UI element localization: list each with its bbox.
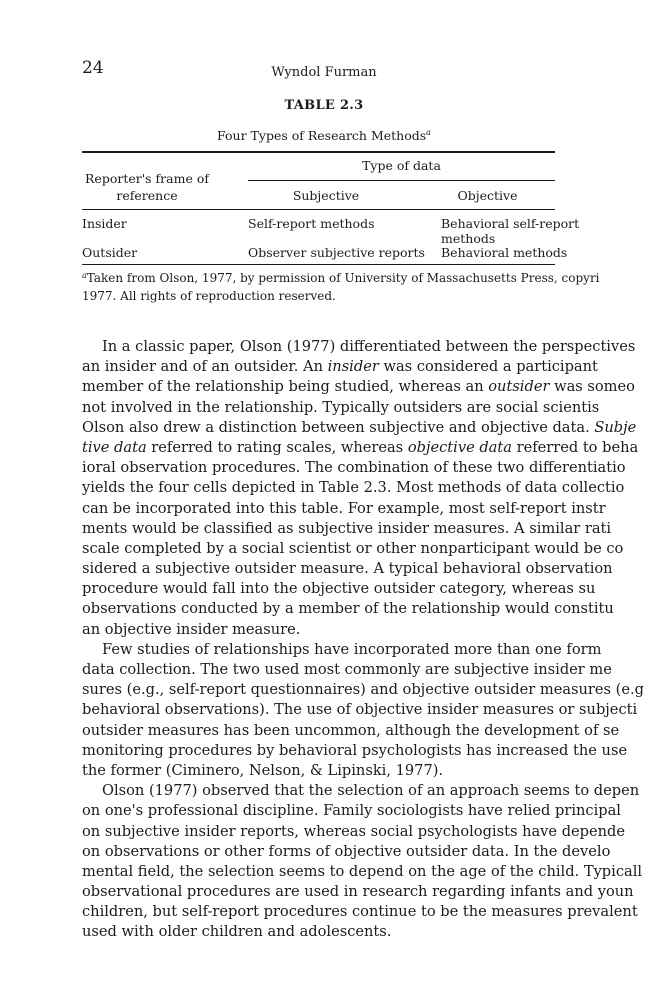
- text-segment: on subjective insider reports, whereas social psychologists have depende: [82, 822, 626, 840]
- text-segment: used with older children and adolescents.: [82, 923, 392, 941]
- table-footnote: [82, 267, 600, 305]
- body-line: [82, 499, 606, 519]
- body-line: [82, 640, 602, 660]
- column-header-subjective: Subjective: [292, 188, 360, 203]
- body-line: [82, 579, 596, 599]
- cell-outsider-objective: Behavioral methods: [441, 245, 568, 260]
- body-text: [82, 337, 644, 943]
- body-line: [82, 519, 612, 539]
- spanner-header: Type of data: [362, 158, 441, 173]
- text-segment: Olson (1977) observed that the selection of an approach seems to depen: [102, 782, 640, 800]
- body-line: [82, 922, 560, 942]
- stub-header-line2: reference: [116, 188, 178, 203]
- body-line: [82, 357, 598, 377]
- body-line: [82, 801, 621, 821]
- cell-insider-objective-line2: methods: [441, 231, 496, 246]
- table-title-text: Four Types of Research Methods: [217, 128, 427, 144]
- text-segment: not involved in the relationship. Typically outsiders are social scientis: [82, 398, 600, 416]
- body-line: [82, 539, 624, 559]
- table-title-note-marker: a: [426, 128, 431, 137]
- body-line: [82, 418, 637, 438]
- text-segment: behavioral observations). The use of objective insider measures or subjecti: [82, 701, 638, 719]
- body-line: [82, 398, 600, 418]
- body-line: [82, 700, 638, 720]
- table-bottom-rule: [82, 264, 555, 265]
- body-line: [82, 680, 644, 700]
- italic-term: tive data: [82, 438, 147, 456]
- text-segment: on one's professional discipline. Family sociologists have relied principal: [82, 802, 621, 820]
- text-segment: outsider measures has been uncommon, although the development of se: [82, 721, 620, 739]
- text-segment: children, but self-report procedures continue to be the measures prevalent: [82, 903, 638, 921]
- body-line: [82, 660, 612, 680]
- text-segment: was considered a participant: [378, 358, 598, 376]
- footnote-line1-text: Taken from Olson, 1977, by permission of University of Massachusetts Press, copyri: [86, 271, 600, 285]
- text-segment: Olson also drew a distinction between subjective and objective data.: [82, 418, 595, 436]
- body-line: [82, 902, 638, 922]
- body-line: [82, 862, 643, 882]
- italic-term: insider: [327, 358, 379, 376]
- table-header-rule: [82, 209, 555, 210]
- row-label-outsider: Outsider: [82, 245, 138, 260]
- body-line: [82, 458, 626, 478]
- text-segment: sidered a subjective outsider measure. A typical behavioral observation: [82, 560, 613, 578]
- stub-header-line1: Reporter's frame of: [85, 171, 209, 186]
- body-line: [82, 377, 635, 397]
- table-title: [0, 128, 648, 143]
- page-number: 24: [82, 58, 104, 78]
- cell-insider-objective: [441, 216, 579, 246]
- cell-insider-objective-line1: Behavioral self-report: [441, 216, 580, 231]
- text-segment: referred to rating scales, whereas: [146, 438, 408, 456]
- text-segment: ments would be classified as subjective insider measures. A similar rati: [82, 519, 612, 537]
- body-line: [82, 741, 628, 761]
- footnote-line2: 1977. All rights of reproduction reserved.: [82, 289, 336, 303]
- body-line: [82, 438, 639, 458]
- text-segment: Few studies of relationships have incorporated more than one form: [102, 640, 602, 658]
- text-segment: the former (Ciminero, Nelson, & Lipinski, 1977).: [82, 761, 444, 779]
- body-line: [82, 337, 636, 357]
- text-segment: yields the four cells depicted in Table 2.3. Most methods of data collectio: [82, 479, 625, 497]
- text-segment: on observations or other forms of objective outsider data. In the develo: [82, 842, 611, 860]
- italic-term: Subje: [594, 418, 637, 436]
- italic-term: objective data: [407, 438, 512, 456]
- body-line: [82, 842, 611, 862]
- body-line: [82, 478, 625, 498]
- body-line: [82, 822, 626, 842]
- body-line: [82, 761, 560, 781]
- text-segment: scale completed by a social scientist or other nonparticipant would be co: [82, 539, 624, 557]
- text-segment: can be incorporated into this table. For example, most self-report instr: [82, 499, 606, 517]
- text-segment: In a classic paper, Olson (1977) differentiated between the perspectives: [102, 338, 636, 355]
- footnote-line1: [82, 267, 600, 287]
- text-segment: observations conducted by a member of the relationship would constitu: [82, 600, 614, 618]
- spanner-rule: [248, 180, 555, 181]
- text-segment: monitoring procedures by behavioral psychologists has increased the use: [82, 741, 628, 759]
- text-segment: ioral observation procedures. The combination of these two differentiatio: [82, 459, 626, 477]
- cell-outsider-subjective: Observer subjective reports: [248, 245, 425, 260]
- body-line: [82, 620, 560, 640]
- text-segment: sures (e.g., self-report questionnaires) and objective outsider measures (e.g: [82, 681, 644, 699]
- text-segment: observational procedures are used in research regarding infants and youn: [82, 883, 634, 901]
- text-segment: was someo: [549, 378, 635, 396]
- text-segment: an objective insider measure.: [82, 620, 301, 638]
- body-line: [82, 559, 613, 579]
- text-segment: referred to beha: [511, 438, 639, 456]
- column-header-objective: Objective: [457, 188, 518, 203]
- text-segment: procedure would fall into the objective outsider category, whereas su: [82, 580, 596, 598]
- row-label-insider: Insider: [82, 216, 127, 231]
- italic-term: outsider: [488, 378, 550, 396]
- body-line: [82, 721, 620, 741]
- body-line: [82, 781, 640, 801]
- text-segment: member of the relationship being studied, whereas an: [82, 378, 489, 396]
- cell-insider-subjective: Self-report methods: [248, 216, 375, 231]
- stub-header: [82, 170, 212, 204]
- body-line: [82, 599, 614, 619]
- footnote-marker: a: [82, 271, 87, 280]
- body-line: [82, 882, 634, 902]
- running-head: Wyndol Furman: [271, 65, 377, 80]
- text-segment: data collection. The two used most commonly are subjective insider me: [82, 661, 612, 678]
- text-segment: an insider and of an outsider. An: [82, 358, 328, 376]
- table-top-rule: [82, 151, 555, 153]
- text-segment: mental field, the selection seems to depend on the age of the child. Typicall: [82, 862, 643, 880]
- table-label: TABLE 2.3: [284, 98, 364, 113]
